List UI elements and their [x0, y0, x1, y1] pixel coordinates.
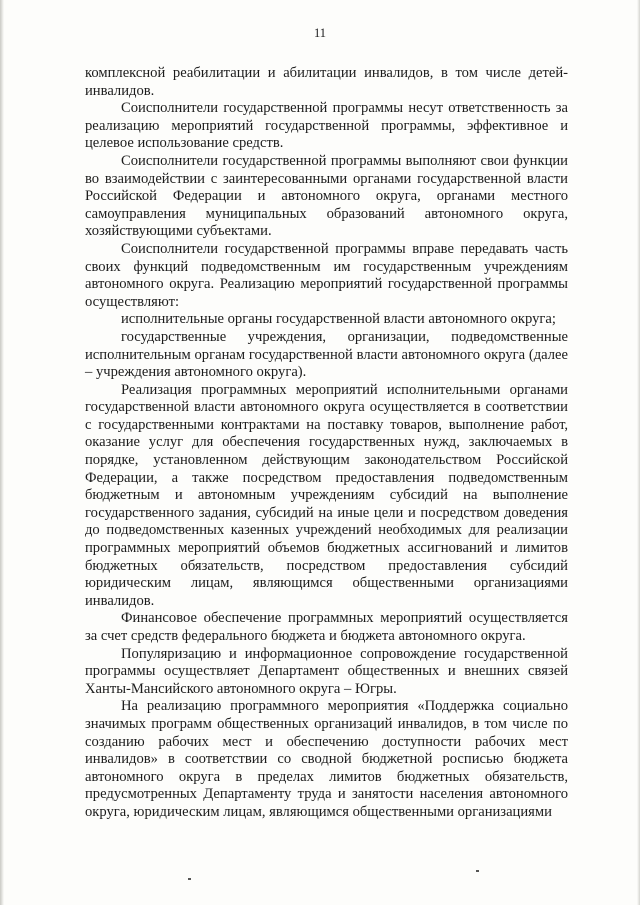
- scan-speck: [188, 878, 191, 880]
- paragraph-delegation: Соисполнители государственной программы вправе передавать часть своих функций подведомственным им государственным учреждениям автономного округа. Реализацию мероприятий государственной программы осуществляют:: [85, 240, 568, 310]
- paragraph-subsidies: На реализацию программного мероприятия «Поддержка социально значимых программ общественных организаций инвалидов, в том числе по созданию рабочих мест и обеспечению доступности рабочих мест инвалидов» в соответствии со сводной бюджетной росписью бюджета автономного округа в пределах лимитов бюджетных обязательств, предусмотренных Департаменту труда и занятости населения автономного округа, юридическим лицам, являющимся общественными организациями: [85, 698, 568, 820]
- body-text: [85, 65, 568, 822]
- paragraph-financing: Финансовое обеспечение программных мероприятий осуществляется за счет средств федерального бюджета и бюджета автономного округа.: [85, 610, 568, 644]
- scan-speck: [476, 870, 479, 872]
- paragraph-implementation: Реализация программных мероприятий исполнительными органами государственной власти автономного округа осуществляется в соответствии с государственными контрактами на поставку товаров, выполнение работ, оказание услуг для обеспечения государственных нужд, заключаемых в порядке, установленном действующим законодательством Российской Федерации, а также посредством предоставления подведомственным бюджетным и автономным учреждениям субсидий на выполнение государственного задания, субсидий на иные цели и посредством доведения до подведомственных казенных учреждений необходимых для реализации программных мероприятий объемов бюджетных ассигнований и лимитов бюджетных обязательств, посредством предоставления субсидий юридическим лицам, являющимся общественными организациями инвалидов.: [85, 381, 568, 609]
- list-item-executive-bodies: исполнительные органы государственной власти автономного округа;: [121, 311, 556, 328]
- paragraph-popularization: Популяризацию и информационное сопровождение государственной программы осуществляет Департамент общественных и внешних связей Ханты-Мансийского автономного округа – Югры.: [85, 645, 568, 697]
- paragraph-responsibility: Соисполнители государственной программы несут ответственность за реализацию мероприятий государственной программы, эффективное и целевое использование средств.: [85, 100, 568, 152]
- list-item-institutions: государственные учреждения, организации, подведомственные исполнительным органам государственной власти автономного округа (далее – учреждения автономного округа).: [85, 328, 568, 381]
- paragraph-functions: Соисполнители государственной программы выполняют свои функции во взаимодействии с заинтересованными органами государственной власти Российской Федерации и автономного округа, органами местного самоуправления муниципальных образований автономного округа, хозяйствующими субъектами.: [85, 152, 568, 240]
- page-number: 11: [313, 26, 327, 40]
- paragraph-continuation: комплексной реабилитации и абилитации инвалидов, в том числе детей-инвалидов.: [85, 65, 568, 99]
- scan-edge-left: [0, 0, 4, 905]
